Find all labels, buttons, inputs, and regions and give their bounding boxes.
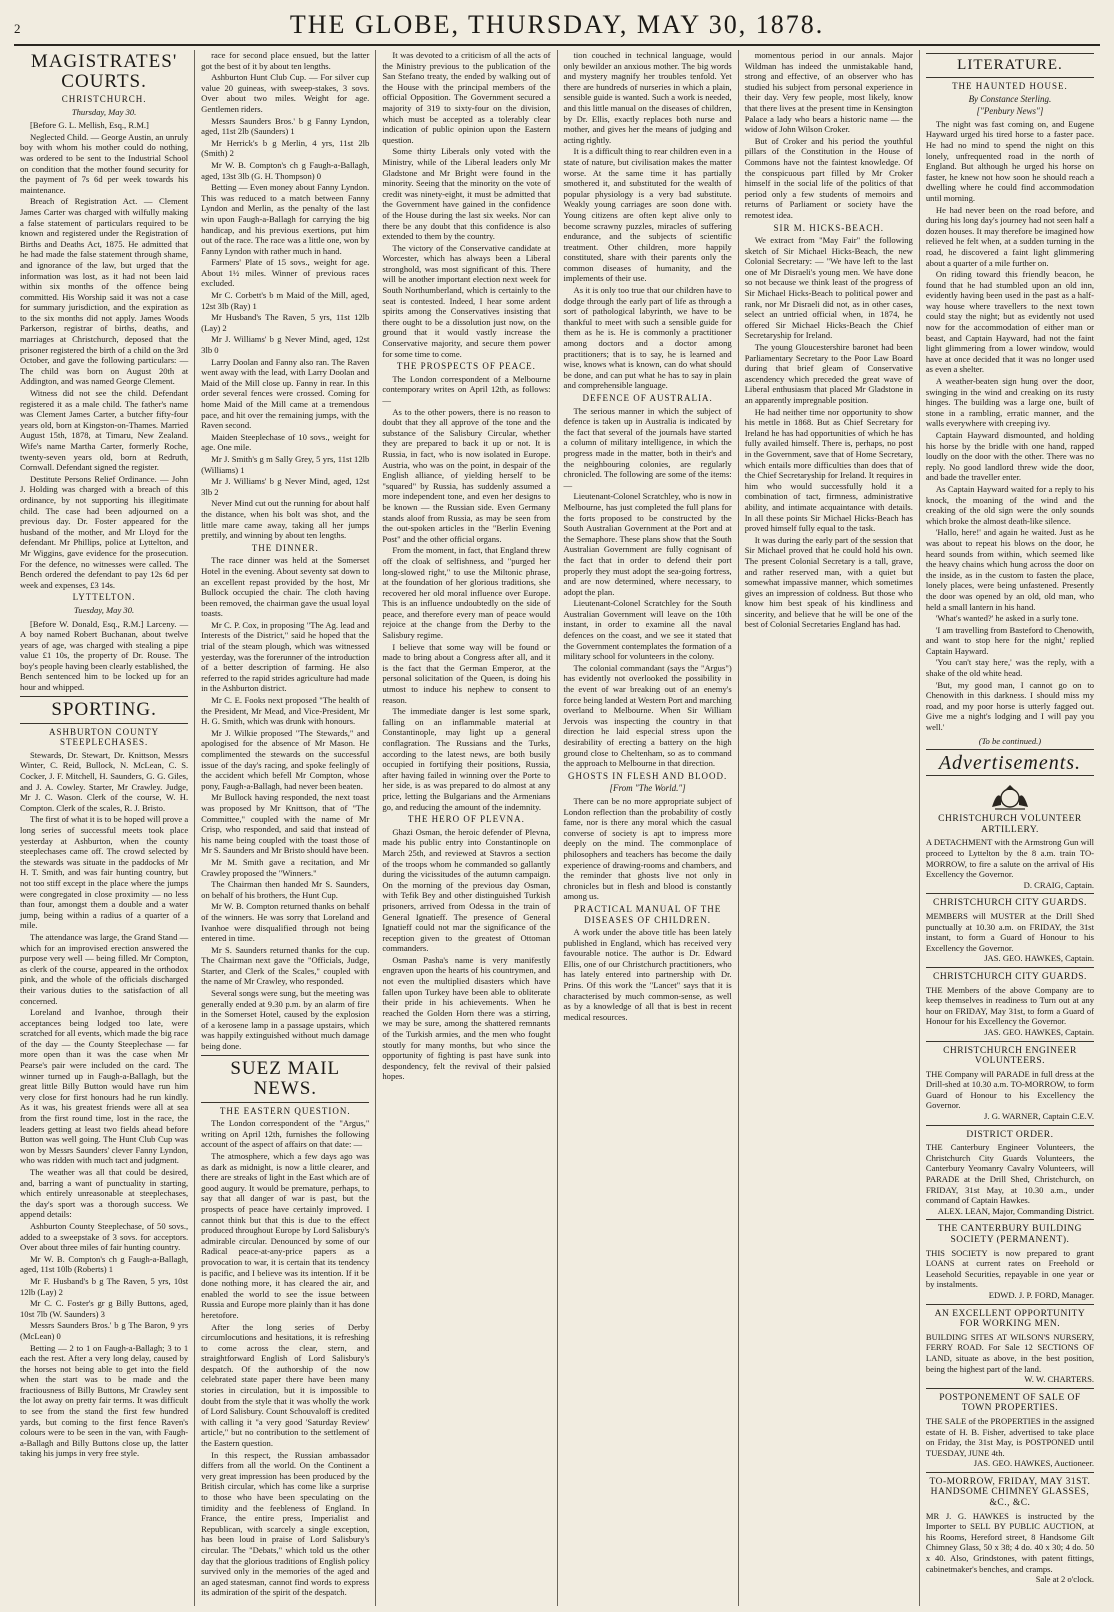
ghosts-para: There can be no more appropriate subject of London reflection than the probability of costly fame, nor is there any moral which the casual converse of society is apt to impress more deeply on the mind. The commonplace of philosophers and teachers has become the daily experience of drawing-rooms and chambers, and the reminder that ghosts live not only in chronicles but in flesh and blood is constantly among us. — [563, 795, 732, 902]
manual-cont-para: It is a difficult thing to rear children even in a state of nature, but civilisation makes the matter worse. At the same time it has partially smothered it, and substituted for the wealth of popular physiology is a very bad substitute. Weakly young carriages are soon done with. Young citizens are often kept alive only to become scrawny puzzles, miracles of suffering endurance, and the subjects of scientific treatment. Other children, more happily constituted, share with their parents only the common diseases of humanity, and the implements of their use. — [563, 146, 732, 284]
ad-title: THE CANTERBURY BUILDING SOCIETY (PERMANENT). — [937, 1224, 1083, 1245]
race-para: Betting — Even money about Fanny Lyndon. This was reduced to a match between Fanny Lyndon and Merlin, as the penalty of the last win upon Faugh-a-Ballagh for carrying the big handicap, and his previous exertions, put him out of the race. The race was a little one, won by Fanny Lyndon with rather much in hand. — [201, 182, 370, 256]
lyttelton-heading: LYTTELTON. — [72, 592, 136, 603]
ghosts-source: [From "The World."] — [609, 783, 686, 794]
suez-heading: SUEZ MAIL NEWS. — [230, 1057, 341, 1099]
race-para: Ashburton Hunt Club Cup. — For silver cup value 20 guineas, with sweep-stakes, 3 sovs. Over about two miles. Weight for age. Gentlemen riders. — [201, 72, 370, 114]
race-text: Betting — 2 to 1 on Faugh-a-Ballagh; 3 to 1 each the rest. After a very long delay, caused by the horses not being able to get into the field when the start was to be made and the fractiousness of Billy Buttons, Mr Crawley sent the lot away on pretty fair terms. It was difficult to see from the stand the first few hundred yards, but coming to the first fence Raven's colours were to be seen in the van, with Faugh-a-Ballagh and Billy Buttons close up, the latter taking his jumps in very free style. — [20, 1342, 189, 1459]
race-para: Mr Husband's The Raven, 5 yrs, 11st 12lb (Lay) 2 — [201, 312, 370, 333]
race-para: Mr W. B. Compton's ch g Faugh-a-Ballagh, aged, 13st 3lb (G. H. Thompson) 0 — [201, 159, 370, 181]
ad-body: THE Members of the above Company are to keep themselves in readiness to Turn out at any hour on FRIDAY, May 31st, to form a Guard of Honour for his Excellency the Governor. — [925, 984, 1095, 1027]
ad-title: POSTPONEMENT OF SALE OF TOWN PROPERTIES. — [939, 1392, 1081, 1414]
hicks-heading: SIR M. HICKS-BEACH. — [773, 222, 885, 233]
newspaper-title: THE GLOBE, THURSDAY, MAY 30, 1878. — [289, 10, 825, 39]
peace-para: I believe that some way will be found or made to bring about a Congress after all, and it is the fact that the German Emperor, at the personal solicitation of the Queen, is doing his utmost to induce his nephew to consent to reason. — [382, 641, 551, 705]
ad-title: CHRISTCHURCH VOLUNTEER ARTILLERY. — [938, 814, 1082, 835]
ad-title: CHRISTCHURCH CITY GUARDS. — [933, 898, 1087, 909]
dinner-para: Mr J. Wilkie proposed "The Stewards," and apologised for the absence of Mr Mason. He complimented the stewards on the successful issue of the day's racing, and spoke feelingly of the accident which befell Mr Compton, whose pony, Faugh-a-Ballagh, had never been beaten. — [201, 727, 370, 791]
sporting-para: Loreland and Ivanhoe, through their acceptances being lodged too late, were scratched for all events, which made the big race of the day — the County Steeplechase — far more open than it was the case when Mr Pearse's pair were included on the card. The winner turned up in Faugh-a-Ballagh, but the great little Billy Button would have run him very close for first honours had he run kindly. As it was, his greatest friends were all at sea from the first round time, lost in the race, the leaders getting at least two fields ahead before Button was well going. The Hunt Club Cup was won by Messrs Saunders' clever Fanny Lyndon, who was ridden with much tact and judgment. — [20, 1007, 189, 1166]
column-6 — [920, 50, 1100, 1606]
hicks-para: He had neither time nor opportunity to show his mettle in 1868. But as Chief Secretary for Ireland he has had opportunities of which he has fully availed himself. There is, perhaps, no post in the Government, save that of Home Secretary, which entails more difficulties than does that of the Chief Secretaryship for Ireland. It requires in him who would successfully hold it a combination of tact, firmness, administrative ability, and intimate acquaintance with details. In all these points Sir Michael Hicks-Beach has proved himself fully equal to the task. — [744, 406, 913, 534]
ad-body: MR J. G. HAWKES is instructed by the Importer to SELL BY PUBLIC AUCTION, at his Rooms, Hereford street, 8 Handsome Gilt Chimney Glass, 50 x 38; 4 do. 40 x 30; 4 do. 50 x 40. Also, Grindstones, with patent fittings, cabinetmaker's benches, and cramps. — [925, 1510, 1095, 1574]
manual-cont-para: As it is only too true that our children have to dodge through the early part of life as through a sort of pathological labyrinth, we have to be thankful to meet with such a sensible guide for them as he is. He is commonly a practitioner among doctors and a doctor among practitioners; that is to say, he is learned and wise, knows what is known, can do what should be done, and can put what he has to say in plain and comprehensible language. — [563, 285, 732, 391]
ad-body: BUILDING SITES AT WILSON'S NURSERY, FERRY ROAD. For Sale 12 SECTIONS OF LAND, situate as above, in the best position, being the highest part of the land. — [925, 1331, 1095, 1374]
dinner-para: The race dinner was held at the Somerset Hotel in the evening. About seventy sat down to an excellent repast provided by the host, Mr Bullock occupied the chair. The cloth having been removed, the chairman gave the usual loyal toasts. — [201, 555, 370, 619]
ad-title: TO-MORROW, FRIDAY, MAY 31ST. HANDSOME CHIMNEY GLASSES, &C., &C. — [929, 1476, 1091, 1509]
sporting-para: Stewards, Dr. Stewart, Dr. Knittson, Messrs Winter, C. Reid, Bullock, N. McLean, C. S. Cocker, J. F. Mitchell, H. Saunders, G. G. Giles, and J. A. Cowley. Starter, Mr Crawley. Judge, Mr J. C. Wason. Clerk of the course, W. H. Compton. Clerk of the scales, R. J. Bristo. — [20, 749, 189, 813]
race-result: Mr C. C. Foster's gr g Billy Buttons, aged, 10st 7lb (W. Saunders) 3 — [20, 1298, 189, 1319]
story-para: As Captain Hayward waited for a reply to his knock, the moaning of the wind and the creaking of the old sign were the only sounds which broke the almost death-like silence. — [925, 483, 1095, 526]
sporting-para: The weather was all that could be desired, and, barring a want of punctuality in starting, which entirely unreasonable at steeplechases, the day's sport was a thorough success. We append details: — [20, 1167, 189, 1220]
race-para: race for second place ensued, but the latter got the best of it by about ten lengths. — [201, 50, 370, 71]
lyttelton-date: Tuesday, May 30. — [74, 604, 135, 615]
court-para: Destitute Persons Relief Ordinance. — John J. Holding was charged with a breach of this ordinance, by not supporting his illegitimate child. The case had been adjourned on a previous day. Dr. Foster appeared for the husband of the mother, and Mr Lloyd for the defendant. Mr Phillips, police at Lyttelton, and Mr Wiggins, gave evidence for the prosecution. For the defence, no witnesses were called. The Bench ordered the defendant to pay 12s 6d per week and expenses, £3 14s. — [20, 473, 189, 590]
dinner-para: Mr C. E. Fooks next proposed "The health of the President, Mr Mead, and Vice-President, Mr H. G. Smith, which was drunk with honours. — [201, 695, 370, 727]
peace-para: The London correspondent of a Melbourne contemporary writes on April 12th, as follows: — — [382, 373, 551, 405]
manual-heading: PRACTICAL MANUAL OF THE DISEASES OF CHILDREN. — [573, 903, 722, 925]
court-date: Thursday, May 30. — [71, 106, 137, 117]
story-para: On riding toward this friendly beacon, he found that he had stumbled upon an old inn, evidently having been used in the past as a half-way house where travellers to the next town could stay the night; but as evidently not used now for the accommodation of either man or beast, and Captain Hayward, had not the faint light glimmering from a lower window, would have at once decided that it was no longer used as even a shelter. — [925, 269, 1095, 375]
story-para: A weather-beaten sign hung over the door, swinging in the wind and creaking on its rusty hinges. The building was a large one, built of stone in a rambling, erratic manner, and the walls everywhere with creeping ivy. — [925, 376, 1095, 429]
ad-body: A DETACHMENT with the Armstrong Gun will proceed to Lyttelton by the 8 a.m. train TO-MORROW, to fire a salute on the arrival of His Excellency the Governor. — [925, 837, 1095, 880]
column-2 — [195, 50, 376, 1606]
race-para: Mr Herrick's b g Merlin, 4 yrs, 11st 2lb (Smith) 2 — [201, 137, 370, 159]
race-para: Messrs Saunders Bros.' b g Fanny Lyndon, aged, 11st 2lb (Saunders) 1 — [201, 115, 370, 137]
dinner-para: Mr S. Saunders returned thanks for the cup. The Chairman next gave the "Officials, Judge, Starter, and Clerk of the Scales," coupled with the name of Mr Crawley, who responded. — [201, 944, 370, 987]
ad-signature: JAS. GEO. HAWKES, Captain. — [984, 953, 1095, 964]
advertisement — [926, 1219, 1094, 1303]
ad-title: CHRISTCHURCH ENGINEER VOLUNTEERS. — [943, 1045, 1077, 1067]
race-para: Mr C. Corbett's b m Maid of the Mill, aged, 12st 3lb (Ray) 1 — [201, 290, 370, 311]
ghosts-heading: GHOSTS IN FLESH AND BLOOD. — [567, 770, 728, 781]
race-result: Mr W. B. Compton's ch g Faugh-a-Ballagh, aged, 11st 10lb (Roberts) 1 — [20, 1253, 189, 1275]
australia-para: The colonial commandant (says the "Argus") has evidently not overlooked the possibility in the event of war breaking out of an enemy's force being landed at Western Port and marching overland to Melbourne. When Sir William Jervois was inspecting the country in that direction he laid especial stress upon the desirability of erecting a battery on the high ground close to Cheltenham, so as to command the approach to Melbourne in that direction. — [563, 662, 732, 769]
hicks-para: It was during the early part of the session that Sir Michael proved that he could hold his own. The present Colonial Secretary is a tall, grave, and rather reserved man, with a quiet but somewhat impassive manner, which sometimes gives an impression of coldness. But those who know him best speak of his kindliness and sincerity, and believe that he will be one of the best of Colonial Secretaries England has had. — [744, 534, 913, 630]
hicks-para: The young Gloucestershire baronet had been Parliamentary Secretary to the Poor Law Board during that brief gleam of Conservative ascendency which preceded the great wave of Liberal enthusiasm that placed Mr Gladstone in an apparently impregnable position. — [744, 342, 913, 405]
story-para: 'Hallo, here!' and again he waited. Just as he was about to repeat his blows on the door, he heard sounds from within, which seemed like the heavy chains which hung across the door on the inside, as in the custom to fasten the place, lonely places, were being unfastened. Presently the door was opened by an old, old man, who held a small lantern in his hand. — [925, 527, 1095, 612]
advertisement — [926, 1041, 1094, 1125]
lyttelton-para: [Before W. Donald, Esq., R.M.] Larceny. — A boy named Robert Buchanan, about twelve years of age, was charged with stealing a pipe value £1 10s, the property of Dr. Rouse. The boy's people having been clearly established, the Bench sentenced him to be locked up for an hour and whipped. — [20, 618, 189, 693]
story-para: Captain Hayward dismounted, and holding his horse by the bridle with one hand, rapped loudly on the door with the other. There was no reply. No good landlord threw wide the door, and bade the traveller enter. — [925, 430, 1095, 483]
ad-body: THE SALE of the PROPERTIES in the assigned estate of H. B. Fisher, advertised to take place on Friday, the 31st May, is POSTPONED until TUESDAY, JUNE 4th. — [925, 1415, 1095, 1458]
sporting-sub: ASHBURTON COUNTY STEEPLECHASES. — [49, 726, 160, 748]
court-para: Witness did not see the child. Defendant registered it as a male child. The father's name was Clement James Carter, a butcher fifty-four years old, born at Kingston-on-Thames. Married August 15th, 1878, at Timaru, New Zealand. Wife's name Martha Carter, formerly Roche, twenty-seven years old, born at Redruth, Cornwall. Defendant signed the register. — [20, 388, 189, 473]
croker-para: But of Croker and his period the youthful pillars of the Constitution in the House of Commons have not the faintest knowledge. Of the conspicuous part filled by Mr Croker himself in the social life of the politics of that period only a few students of memoirs and returns of Parliament or society have the remotest idea. — [744, 135, 913, 220]
plevna-heading: THE HERO OF PLEVNA. — [407, 814, 525, 825]
sporting-para: The attendance was large, the Grand Stand — which for an improvised erection answered the purpose very well — being filled. Mr Compton, as clerk of the course, appeared in the orthodox pink, and the whole of the officials discharged their various duties to the satisfaction of all concerned. — [20, 931, 189, 1006]
suez-para: The London correspondent of the "Argus," writing on April 12th, furnishes the following account of the aspect of affairs on that date: — — [201, 1118, 370, 1150]
advertisement — [926, 1472, 1094, 1588]
masthead — [14, 10, 1100, 46]
sporting-heading: SPORTING. — [51, 698, 157, 720]
page-number: 2 — [14, 21, 21, 36]
australia-para: The serious manner in which the subject of defence is taken up in Australia is indicated by the fact that several of the journals have started a column of military intelligence, in which the progress made in the matter, both in their's and the neighbouring colonies, are regularly chronicled. The following are some of the items: — — [563, 405, 732, 490]
dinner-para: Mr C. P. Cox, in proposing "The Ag. lead and Interests of the District," said he hoped that the trial of the steam plough, which was witnessed yesterday, was the forerunner of the introduction of a better description of farming. He also referred to the rapid strides agriculture had made in the Ashburton district. — [201, 619, 370, 694]
advertisement — [926, 967, 1094, 1041]
column-4 — [558, 50, 739, 1606]
suez-para: After the long series of Derby circumlocutions and hesitations, it is refreshing to come across the clear, stern, and straightforward English of Lord Salisbury's despatch. Of the authorship of the now celebrated state paper there have been many stories in circulation, but it is impossible to doubt from the style that it was wholly the work of Lord Salisbury. Count Schouvaloff is credited with calling it "a very good 'Saturday Review' article," but no contribution to the settlement of the Eastern question. — [201, 1321, 370, 1449]
race-para: Larry Doolan and Fanny also ran. The Raven went away with the lead, with Larry Doolan and Maid of the Mill close up. Fanny in rear. In this order several fences were crossed. Coming for home Maid of the Mill came at a tremendous pace, and hit over the remaining jumps, with the Raven second. — [201, 356, 370, 431]
story-para: 'What's wanted?' he asked in a surly tone. — [935, 613, 1079, 624]
ad-body: THE Canterbury Engineer Volunteers, the Christchurch City Guards Volunteers, the Canterbury Yeomanry Cavalry Volunteers, will PARADE at the Drill Shed, Christchurch, on FRIDAY, 31st May, at 10.30 a.m., under command of Captain Hawkes. — [925, 1142, 1095, 1206]
race-result: Messrs Saunders Bros.' b g The Baron, 9 yrs (McLean) 0 — [20, 1320, 189, 1341]
ad-title: AN EXCELLENT OPPORTUNITY FOR WORKING MEN. — [934, 1308, 1086, 1330]
court-para: Neglected Child. — George Austin, an unruly boy with whom his mother could do nothing, was ordered to be sent to the Industrial School on condition that the mother found security for the payment of 7s 6d per week towards his maintenance. — [20, 131, 189, 195]
advertisement — [926, 1125, 1094, 1220]
plevna-para: Osman Pasha's name is very manifestly engraven upon the hearts of his countrymen, and not even the multiplied disasters which have fallen upon Turkey have been able to obliterate their pride in his achievements. When he reached the Golden Horn there was a stirring, we may be sure, among the shattered remnants of the Turkish armies, and the men who fought stoutly for many months, but who since the opportunity of fighting is past have sunk into despondency, felt the revival of their palsied hopes. — [382, 954, 551, 1082]
dinner-para: Mr W. B. Compton returned thanks on behalf of the winners. He was sorry that Loreland and Ivanhoe were disqualified through not being entered in time. — [201, 901, 370, 944]
australia-heading: DEFENCE OF AUSTRALIA. — [582, 393, 713, 403]
court-para: Breach of Registration Act. — Clement James Carter was charged with wilfully making a false statement of particulars required to be known and registered under the Registration of Births and Deaths Act, 1875. He admitted that he had made the false statement through shame, and ignorance of the law, but urged that the information was lost, as it had not been laid within six months of the offence being committed. His Worship said it was not a case for summary jurisdiction, and the expiration as to the six months did not apply. James Woods Parkerson, registrar of births, deaths, and marriages at Christchurch, deposed that the prisoner registered the birth of a child on the 3rd October, and gave the following particulars: — The child was born on August 20th at Addington, and was named George Clement. — [20, 196, 189, 387]
column-3 — [376, 50, 557, 1606]
advertisement — [926, 1304, 1094, 1388]
race-para: Mr J. Williams' b g Never Mind, aged, 12st 3lb 2 — [201, 476, 370, 497]
ad-body: THIS SOCIETY is now prepared to grant LOANS at current rates on Freehold or Leasehold Securities, repayable in one year or by instalments. — [925, 1247, 1095, 1290]
peace-para: From the moment, in fact, that England threw off the cloak of selfishness, and "purged her long-slowed right," to use the Miltonic phrase, at the foundation of her glorious traditions, she recovered her old moral influence over Europe. This is an influence undoubtedly on the side of peace, and therefore every man of peace would rejoice at the change from the Derby to the Salisbury regime. — [382, 545, 551, 641]
to-be-continued: (To be continued.) — [978, 735, 1042, 746]
peace-para: As to the other powers, there is no reason to doubt that they all approve of the tone and the substance of the Salisbury Circular, whether they are prepared to back it up or not. It is Russia, in fact, who is now isolated in Europe. Austria, who was on the point, in despair of the English alliance, of yielding herself to be "squared" by Russia, has suddenly assumed a more independent tone, and even her designs to be known — the Russian side. Even Germany stands aloof from Russia, as may be seen from the out-spoken articles in the "Berlin Evening Post" and the other official organs. — [382, 406, 551, 544]
story-para: 'But, my good man, I cannot go on to Chenowith in this darkness. I should miss my road, and my poor horse is utterly fagged out. Give me a night's lodging and I will pay you well.' — [925, 679, 1095, 733]
magistrates-heading: MAGISTRATES' COURTS. — [30, 51, 178, 92]
ad-title: CHRISTCHURCH CITY GUARDS. — [933, 971, 1087, 982]
advertisements-heading: Advertisements. — [938, 752, 1082, 775]
advertisement — [926, 893, 1094, 967]
ad-signature: J. G. WARNER, Captain C.E.V. — [984, 1111, 1095, 1122]
peace-heading: THE PROSPECTS OF PEACE. — [396, 361, 536, 372]
story-para: The night was fast coming on, and Eugene Hayward urged his tired horse to a faster pace. He had no mind to spend the night on this lonely, unfrequented road in the north of England. But although he urged his horse on faster, he knew not how soon he should reach a dwelling where he could find accommodation until morning. — [925, 118, 1095, 203]
ad-signature: JAS. GEO. HAWKES, Auctioneer. — [973, 1458, 1095, 1469]
sporting-para: The first of what it is to be hoped will prove a long series of successful meets took place yesterday at Ashburton, when the county steeplechases came off. The crowd selected by the stewards was situate in the paddocks of Mr H. T. Smith, and was fair hunting country, but not too stiff except in the place where the jumps were congregated in close proximity — no less than four, amongst them a double and a water jump, being within a radius of a quarter of a mile. — [20, 814, 189, 931]
story-para: 'I am travelling from Basteford to Chenowith, and want to stop here for the night,' replied Captain Hayward. — [925, 624, 1095, 656]
literature-heading: LITERATURE. — [957, 57, 1063, 73]
croker-para: momentous period in our annals. Major Wildman has indeed the unmistakable hand, strong and effective, of an observer who has studied his subject from personal experience in their day. Very few people, most likely, know that there lives at the present time in Kensington Palace a lady who bears a historic name — the widow of John Wilson Croker. — [744, 50, 913, 135]
column-1 — [14, 50, 195, 1606]
australia-para: Lieutenant-Colonel Scratchley, who is now in Melbourne, has just completed the full plans for the forts proposed to be constructed by the South Australian Government at the Port and at the Semaphore. These plans show that the South Australian Government are fully cognisant of the fact that in order to defend their port properly they must adopt the sea-going fortress, and are now determined, where necessary, to adopt the plan. — [563, 491, 732, 597]
race-para: Farmers' Plate of 15 sovs., weight for age. About 1½ miles. Winner of previous races excluded. — [201, 257, 370, 289]
ad-signature: EDWD. J. P. FORD, Manager. — [988, 1289, 1095, 1300]
race-para: Mr J. Williams' b g Never Mind, aged, 12st 3lb 0 — [201, 334, 370, 356]
ad-signature: D. CRAIG, Captain. — [1023, 879, 1095, 890]
dinner-para: Several songs were sung, but the meeting was generally ended at 9.30 p.m. by an alarm of fire in the Somerset Hotel, caused by the explosion of a kerosene lamp in a passage upstairs, which was happily extinguished without much damage being done. — [201, 988, 370, 1052]
ad-signature: Sale at 2 o'clock. — [1035, 1574, 1095, 1585]
court-location: CHRISTCHURCH. — [61, 94, 147, 104]
race-para: Never Mind cut out the running for about half the distance, when his bolt was shot, and the little mare came away, taking all her jumps prettily, and winning by about ten lengths. — [201, 498, 370, 541]
australia-para: Lieutenant-Colonel Scratchley for the South Australian Government will leave on the 10th instant, in order to examine all the naval defences on the coast, and we see it stated that the Government contemplates the formation of a military school for volunteers in the colony. — [563, 598, 732, 662]
ad-signature: ALEX. LEAN, Major, Commanding District. — [937, 1205, 1095, 1216]
story-author: By Constance Sterling. — [968, 93, 1052, 104]
dinner-para: Mr Bullock having responded, the next toast was proposed by Mr Knittson, that of "The Committee," coupled with the name of Mr Crisp, who responded, and said that instead of his name being coupled with the toast those of Mr S. Saunders and Mr Bristo should have been. — [201, 792, 370, 856]
story-para: He had never been on the road before, and during his long day's journey had not seen half a dozen houses. It may therefore be imagined how relieved he felt when, at a sudden turning in the road, he discovered a faint light glimmering about a quarter of a mile further on. — [925, 204, 1095, 268]
suez-para: The atmosphere, which a few days ago was as dark as midnight, is now a little clearer, and there are streaks of light in the East which are of good augury. It would be premature, perhaps, to say that all danger of war is past, but the prospects of peace have certainly improved. I cannot think but that this is due to the effect produced throughout Europe by Lord Salisbury's admirable circular. Denounced by some of our Radical peace-at-any-price papers as a provocation to war, it is certain that its tendency is pacific, and I believe was its intention. If it be done nothing more, it has cleared the air, and enabled the world to see the issue between Russia and Europe more plainly than it has done heretofore. — [201, 1151, 370, 1320]
plevna-para: Ghazi Osman, the heroic defender of Plevna, made his public entry into Constantinople on March 25th, and reviewed at Stavros a section of the troops whom he commanded so gallantly during the vicissitudes of the autumn campaign. On the morning of the previous day Osman, with Tefik Bey and other distinguished Turkish prisoners, arrived from Odessa in the train of General Ignatieff. The presence of General Ignatieff could not mar the significance of the reception given to the greatest of Ottoman commanders. — [382, 826, 551, 954]
story-para: 'You can't stay here,' was the reply, with a shake of the old white head. — [925, 657, 1095, 679]
advertisement — [926, 1388, 1094, 1472]
race-result: Mr F. Husband's b g The Raven, 5 yrs, 10st 12lb (Lay) 2 — [20, 1275, 189, 1297]
suez-sub: THE EASTERN QUESTION. — [219, 1105, 351, 1116]
advertisement — [926, 775, 1094, 893]
ad-signature: JAS. GEO. HAWKES, Captain. — [984, 1026, 1095, 1037]
politics-para: It was devoted to a criticism of all the acts of the Ministry previous to the publication of the San Stefano treaty, the ended by walking out of the House with the principal members of the official Opposition. The Government secured a majority of 319 to sixty-four on the division, which must be accepted as a tolerably clear indication of public opinion upon the Eastern question. — [382, 50, 551, 145]
ad-body: THE Company will PARADE in full dress at the Drill-shed at 10.30 a.m. TO-MORROW, to form Guard of Honour to his Excellency the Governor. — [925, 1068, 1095, 1111]
dinner-heading: THE DINNER. — [251, 542, 319, 553]
dinner-para: The Chairman then handed Mr S. Saunders, on behalf of his brothers, the Hunt Cup. — [201, 879, 370, 900]
suez-para: In this respect, the Russian ambassador differs from all the world. On the Continent a very great impression has been produced by the British circular, which has come like a surprise to those who have been speculating on the timidity and the feebleness of England. In France, the entire press, Imperialist and Republican, with scarcely a single exception, has been loud in praise of Lord Salisbury's circular. The "Debats," which told us the other day that the glorious traditions of English policy survived only in the memories of the aged and an aged statesman, cannot find words to express its admiration of the spirit of the despatch. — [201, 1449, 370, 1598]
story-title: THE HAUNTED HOUSE. — [952, 81, 1068, 91]
court-para: [Before G. L. Mellish, Esq., R.M.] — [30, 120, 149, 131]
ad-body: MEMBERS will MUSTER at the Drill Shed punctually at 10.30 a.m. on FRIDAY, the 31st instant, to form a Guard of Honour to his Excellency the Governor. — [925, 910, 1095, 953]
ad-signature: W. W. CHARTERS. — [1024, 1374, 1095, 1385]
story-source: ["Penbury News"] — [976, 106, 1044, 117]
dinner-para: Mr M. Smith gave a recitation, and Mr Crawley proposed the "Winners." — [201, 856, 370, 878]
politics-para: The victory of the Conservative candidate at Worcester, which has always been a Liberal stronghold, was most significant of this. There will be another important election next week for South Northumberland, which is certainly to the seat is contested. Indeed, I hear some ardent spirits among the Conservatives insisting that there ought to be a dissolution just now, on the ground that it would vastly increase the Conservative majority, and secure them power for some time to come. — [382, 242, 551, 359]
manual-para: A work under the above title has been lately published in England, which has received very favourable notice. The author is Dr. Edward Ellis, one of our Christchurch practitioners, who has lately entered into partnership with Dr. Prins. Of this work the "Lancet" says that it is characterised by much common-sense, as well as by a knowledge of all that is best in recent medical resources. — [563, 927, 732, 1022]
race-para: Maiden Steeplechase of 10 sovs., weight for age. One mile. — [201, 431, 370, 453]
peace-para: The immediate danger is lest some spark, falling on an inflammable material at Constantinople, may light up a general conflagration. The Russians and the Turks, according to the latest news, are both busily occupied in fortifying their positions, Russia, after having failed in winning over the Porte to her side, is as was prepared to do almost at any price, letting the Bulgarians and the Armenians go, and reducing the amount of the indemnity. — [382, 706, 551, 812]
column-5 — [739, 50, 920, 1606]
race-para: Mr J. Smith's g m Sally Grey, 5 yrs, 11st 12lb (Williams) 1 — [201, 453, 370, 475]
columns — [14, 50, 1100, 1606]
ad-title: DISTRICT ORDER. — [966, 1129, 1054, 1140]
race-title: Ashburton County Steeplechase, of 50 sovs., added to a sweepstake of 3 sovs. for acceptors. Over about three miles of fair hunting country. — [20, 1220, 189, 1253]
manual-cont-para: tion couched in technical language, would only bewilder an anxious mother. The big words and mystery magnify her troubles tenfold. Yet there are hundreds of nurseries in which a plain, sensible guide is wanted. Such a work is needed, and this little manual on the diseases of children, by Dr. Ellis, exactly replaces both nurse and mother, and gives her the means of judging and acting rightly. — [563, 50, 732, 145]
royal-crest-icon — [926, 783, 1094, 811]
politics-para: Some thirty Liberals only voted with the Ministry, while of the Liberal leaders only Mr Gladstone and Mr Bright were found in the minority. Seeing that the minority on the vote of credit was ninety-eight, it must be admitted that the Government have gained in the confidence of the House during the last six weeks. Nor can there be any doubt that this confidence is also extended to them by the country. — [382, 146, 551, 242]
hicks-para: We extract from "May Fair" the following sketch of Sir Michael Hicks-Beach, the new Colonial Secretary: — "We have left to the last one of Mr Disraeli's young men. We have done so not because we think least of the progress of Sir Michael Hicks-Beach to political power and rank, nor Mr Disraeli did not, as in other cases, select an untried official when, in 1874, he offered Sir Michael Hicks-Beach the Chief Secretaryship for Ireland. — [744, 235, 913, 341]
